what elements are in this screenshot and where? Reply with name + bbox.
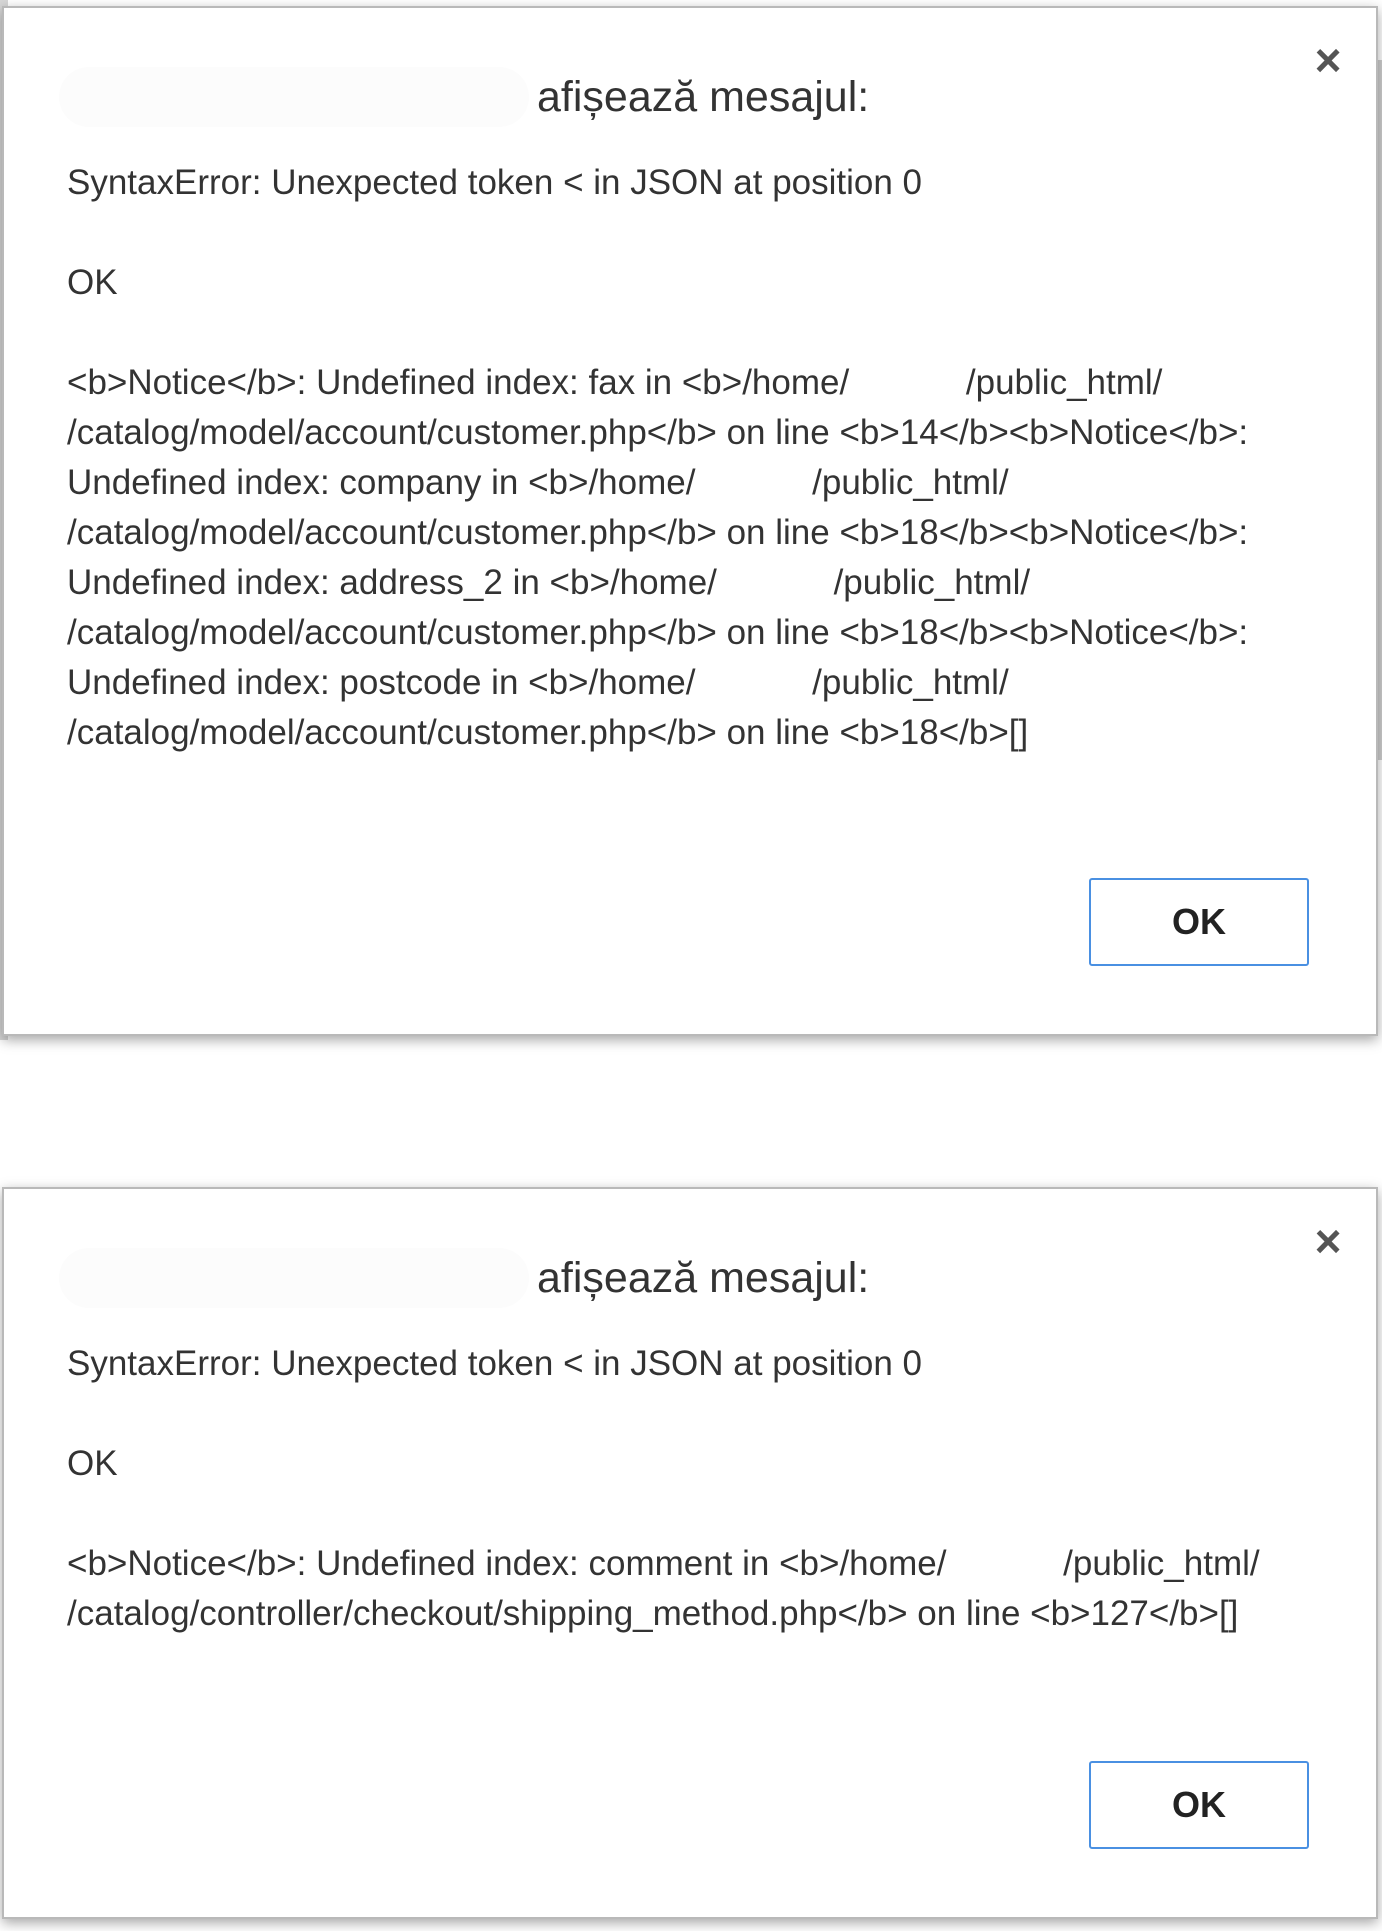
dialog-title-text: afișează mesajul:	[537, 72, 870, 121]
dialog-title	[59, 62, 869, 132]
redacted-site-origin	[59, 67, 529, 127]
dialog-title	[59, 1243, 869, 1313]
dialog-message: SyntaxError: Unexpected token < in JSON at position 0 OK <b>Notice</b>: Undefined index: fax in <b>/home/ /public_html/ /catalog/model/account/customer.php</b> on line <b>14</b><b>Notice</b>: Undefined index: company in <b>/home/ /public_html/ /catalog/model/account/customer.php</b> on line <b>18</b><b>Notice</b>: Undefined index: address_2 in <b>/home/ /public_html/ /catalog/model/account/customer.php</b> on line <b>18</b><b>Notice</b>: Undefined index: postcode in <b>/home/ /public_html/ /catalog/model/account/customer.php</b> on line <b>18</b>[]	[67, 163, 1249, 752]
close-icon[interactable]: ×	[1314, 1215, 1342, 1267]
alert-dialog	[2, 6, 1378, 1036]
dialog-title-text: afișează mesajul:	[537, 1253, 870, 1302]
redacted-site-origin	[59, 1248, 529, 1308]
alert-dialog	[2, 1187, 1378, 1919]
ok-button[interactable]: OK	[1089, 1761, 1309, 1849]
ok-button[interactable]: OK	[1089, 878, 1309, 966]
close-icon[interactable]: ×	[1314, 34, 1342, 86]
dialog-message: SyntaxError: Unexpected token < in JSON at position 0 OK <b>Notice</b>: Undefined index: comment in <b>/home/ /public_html/ /catalog/controller/checkout/shipping_method.php</b> on line <b>127</b>[]	[67, 1344, 1260, 1633]
